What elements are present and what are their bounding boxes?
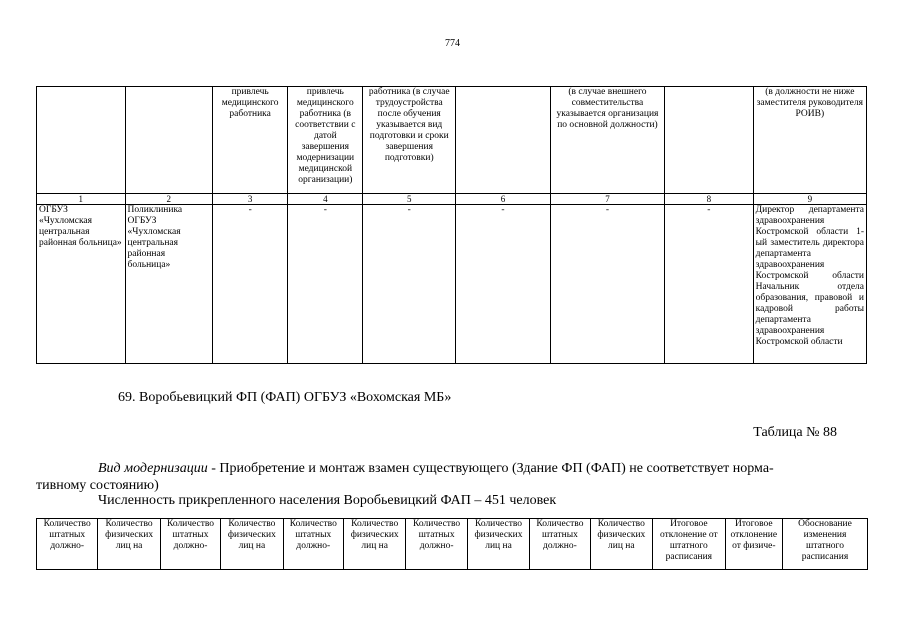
staffing-table-continued xyxy=(36,86,867,364)
header-cell xyxy=(125,87,213,194)
column-number: 6 xyxy=(456,194,551,205)
organization-cell: ОГБУЗ «Чухломская центральная районная больница» xyxy=(37,205,126,364)
header-row xyxy=(37,87,867,194)
column-number: 8 xyxy=(665,194,754,205)
column-number-row xyxy=(37,194,867,205)
subdivision-cell: Поликлиника ОГБУЗ «Чухломская центральная районная больница» xyxy=(125,205,213,364)
modernization-text-continued: тивному состоянию) xyxy=(36,478,159,493)
header-cell: Количество физических лиц на xyxy=(221,519,283,570)
data-cell: - xyxy=(288,205,363,364)
header-cell: Итоговое отклонение от физиче- xyxy=(725,519,782,570)
responsible-officials-cell: Директор департамента здравоохранения Костромской области 1-ый заместитель директора департамента здравоохранения Костромской области Начальник отдела образования, правовой и кадровой работы департамента здравоохранения Костромской области xyxy=(753,205,866,364)
header-cell: Количество штатных должно- xyxy=(37,519,98,570)
column-number: 1 xyxy=(37,194,126,205)
header-row xyxy=(37,519,868,570)
header-cell: Количество штатных должно- xyxy=(530,519,590,570)
modernization-label: Вид модернизации xyxy=(98,461,208,476)
header-cell: Количество штатных должно- xyxy=(406,519,467,570)
section-title: 69. Воробьевицкий ФП (ФАП) ОГБУЗ «Вохомская МБ» xyxy=(118,390,452,405)
data-cell: - xyxy=(550,205,664,364)
table-number: Таблица № 88 xyxy=(753,425,837,440)
header-cell xyxy=(37,87,126,194)
header-cell: Количество физических лиц на xyxy=(343,519,405,570)
column-number: 5 xyxy=(363,194,456,205)
header-cell: Обоснование изменения штатного расписания xyxy=(782,519,867,570)
header-cell: работника (в случае трудоустройства после обучения указывается вид подготовки и сроки завершения подготовки) xyxy=(363,87,456,194)
data-cell: - xyxy=(456,205,551,364)
header-cell: (в должности не ниже заместителя руководителя РОИВ) xyxy=(753,87,866,194)
header-cell: Количество физических лиц на xyxy=(98,519,160,570)
header-cell xyxy=(665,87,754,194)
table-row xyxy=(37,205,867,364)
staffing-table-88 xyxy=(36,518,868,570)
data-cell: - xyxy=(665,205,754,364)
header-cell: Количество штатных должно- xyxy=(283,519,343,570)
header-cell: Количество физических лиц на xyxy=(467,519,529,570)
column-number: 2 xyxy=(125,194,213,205)
header-cell: Количество штатных должно- xyxy=(160,519,220,570)
page-number: 774 xyxy=(445,38,460,49)
column-number: 9 xyxy=(753,194,866,205)
data-cell: - xyxy=(363,205,456,364)
modernization-line xyxy=(98,460,774,477)
column-number: 3 xyxy=(213,194,288,205)
header-cell: (в случае внешнего совместительства указывается организация по основной должности) xyxy=(550,87,664,194)
header-cell: Итоговое отклонение от штатного расписания xyxy=(653,519,726,570)
header-cell: привлечь медицинского работника (в соответствии с датой завершения модернизации медицинской организации) xyxy=(288,87,363,194)
modernization-text: - Приобретение и монтаж взамен существующего (Здание ФП (ФАП) не соответствует норма- xyxy=(207,461,774,476)
population-line: Численность прикрепленного населения Воробьевицкий ФАП – 451 человек xyxy=(98,493,557,508)
column-number: 7 xyxy=(550,194,664,205)
header-cell: привлечь медицинского работника xyxy=(213,87,288,194)
column-number: 4 xyxy=(288,194,363,205)
data-cell: - xyxy=(213,205,288,364)
header-cell xyxy=(456,87,551,194)
header-cell: Количество физических лиц на xyxy=(590,519,652,570)
